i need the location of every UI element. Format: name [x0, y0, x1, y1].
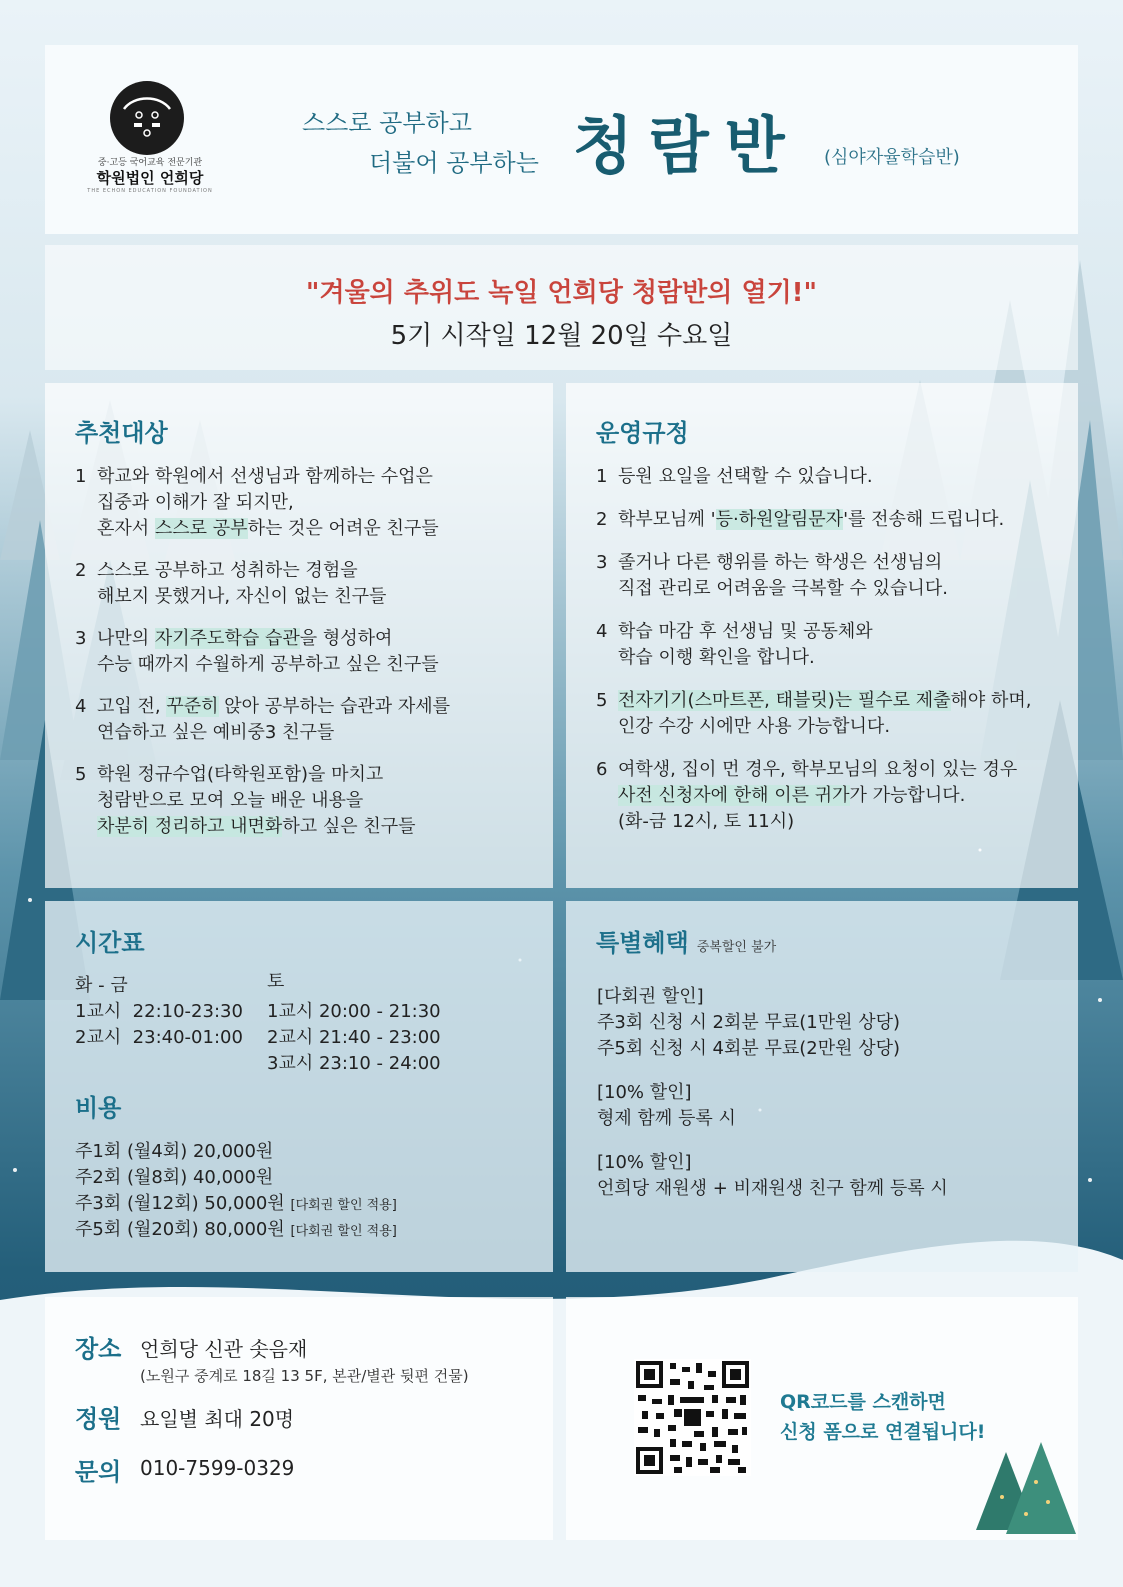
cost-title: 비용 [75, 1094, 122, 1122]
academy-logo [110, 81, 184, 155]
capacity: 요일별 최대 20명 [140, 1407, 295, 1431]
list-item: 6 여학생, 집이 먼 경우, 학부모님의 요청이 있는 경우 사전 신청자에 한해 이른 귀가가 가능합니다. (화-금 12시, 토 11시) [596, 759, 1018, 832]
highlight: 전자기기(스마트폰, 태블릿)는 필수로 제출 [618, 690, 951, 711]
benefit-block: [다회권 할인] 주3회 신청 시 2회분 무료(1만원 상당) 주5회 신청 시 4회분 무료(2만원 상당) [597, 986, 901, 1059]
timetable-title: 시간표 [75, 929, 145, 957]
slogan-banner [45, 245, 1078, 370]
list-item: 4 고입 전, 꾸준히 앉아 공부하는 습관과 자세를 연습하고 싶은 예비중3 친구들 [75, 696, 451, 743]
highlight: 스스로 공부 [154, 518, 248, 539]
cost-row: 주5회 (월20회) 80,000원 [다회권 할인 적용] [75, 1219, 397, 1240]
list-item: 2 스스로 공부하고 성취하는 경험을 해보지 못했거나, 자신이 없는 친구들 [75, 560, 387, 607]
list-item: 4 학습 마감 후 선생님 및 공동체와 학습 이행 확인을 합니다. [596, 621, 873, 668]
weekday-row: 2교시 23:40-01:00 [75, 1027, 243, 1048]
cost-row: 주1회 (월4회) 20,000원 [75, 1141, 274, 1162]
list-item: 1 학교와 학원에서 선생님과 함께하는 수업은 집중과 이해가 잘 되지만, 혼자서 스스로 공부하는 것은 어려운 친구들 [75, 466, 439, 539]
discount-tag: [다회권 할인 적용] [290, 1198, 397, 1213]
benefit-block: [10% 할인] 언희당 재원생 + 비재원생 친구 함께 등록 시 [597, 1152, 948, 1199]
highlight: 등·하원알림문자 [715, 509, 844, 530]
list-item: 3 졸거나 다른 행위를 하는 학생은 선생님의 직접 관리로 어려움을 극복할 수 있습니다. [596, 552, 948, 599]
info-panel [45, 1297, 553, 1540]
capacity-label: 정원 [75, 1405, 122, 1433]
saturday-label: 토 [267, 971, 285, 992]
rules-list [596, 464, 1071, 852]
saturday-row: 2교시 21:40 - 23:00 [267, 1027, 441, 1048]
logo-name: 학원법인 언희당 [96, 169, 204, 187]
logo-subtitle: 중·고등 국어교육 전문기관 [97, 158, 203, 168]
rules-panel [566, 383, 1078, 888]
weekday-label: 화 - 금 [75, 975, 128, 996]
highlight: 자기주도학습 습관 [154, 628, 300, 649]
place: 언희당 신관 솟음재 [140, 1337, 308, 1361]
cost-row: 주3회 (월12회) 50,000원 [다회권 할인 적용] [75, 1193, 397, 1214]
highlight: 차분히 정리하고 내면화 [97, 816, 283, 837]
qr-code-icon[interactable] [634, 1359, 751, 1476]
header-panel [45, 45, 1078, 234]
contact-phone: 010-7599-0329 [140, 1456, 295, 1480]
cost-row: 주2회 (월8회) 40,000원 [75, 1167, 274, 1188]
slogan-line-1: 스스로 공부하고 [302, 109, 472, 137]
christmas-tree-icon [966, 1442, 1076, 1537]
saturday-row: 1교시 20:00 - 21:30 [267, 1001, 441, 1022]
benefits-note: 중복할인 불가 [696, 940, 777, 955]
list-item: 5 학원 정규수업(타학원포함)을 마치고 청람반으로 모여 오늘 배운 내용을 차분히 정리하고 내면화하고 싶은 친구들 [75, 764, 416, 837]
list-item: 1 등원 요일을 선택할 수 있습니다. [596, 466, 873, 487]
timetable-cost-panel [45, 901, 553, 1272]
logo-english: THE ECHON EDUCATION FOUNDATION [87, 188, 213, 194]
highlight: 사전 신청자에 한해 이른 귀가 [618, 785, 850, 806]
page-subtitle: (심야자율학습반) [824, 147, 960, 168]
place-detail: (노원구 중계로 18길 13 5F, 본관/별관 뒷편 건물) [140, 1367, 469, 1385]
recommend-panel [45, 383, 553, 888]
saturday-row: 3교시 23:10 - 24:00 [267, 1053, 441, 1074]
academy-logo-icon [110, 81, 184, 155]
weekday-row: 1교시 22:10-23:30 [75, 1001, 243, 1022]
place-label: 장소 [75, 1335, 122, 1363]
benefits-title: 특별혜택 중복할인 불가 [596, 929, 777, 957]
event-slogan: "겨울의 추위도 녹일 언희당 청람반의 열기!" [305, 278, 818, 308]
contact-label: 문의 [75, 1458, 122, 1486]
recommend-title: 추천대상 [75, 419, 168, 447]
qr-caption-line-2: 신청 폼으로 연결됩니다! [780, 1421, 986, 1443]
recommend-list [75, 464, 545, 856]
highlight: 꾸준히 [166, 696, 219, 717]
start-date: 5기 시작일 12월 20일 수요일 [390, 321, 733, 351]
list-item: 3 나만의 자기주도학습 습관을 형성하여 수능 때까지 수월하게 공부하고 싶은 친구들 [75, 628, 439, 675]
qr-panel [566, 1297, 1078, 1540]
list-item: 2 학부모님께 '등·하원알림문자'를 전송해 드립니다. [596, 509, 1005, 530]
page-title: 청람반 [573, 109, 801, 182]
rules-title: 운영규정 [596, 419, 689, 447]
slogan-line-2: 더불어 공부하는 [369, 149, 539, 177]
discount-tag: [다회권 할인 적용] [290, 1224, 397, 1239]
list-item: 5 전자기기(스마트폰, 태블릿)는 필수로 제출해야 하며, 인강 수강 시에만 사용 가능합니다. [596, 690, 1032, 737]
qr-caption-line-1: QR코드를 스캔하면 [780, 1391, 946, 1413]
benefit-block: [10% 할인] 형제 함께 등록 시 [597, 1082, 736, 1129]
